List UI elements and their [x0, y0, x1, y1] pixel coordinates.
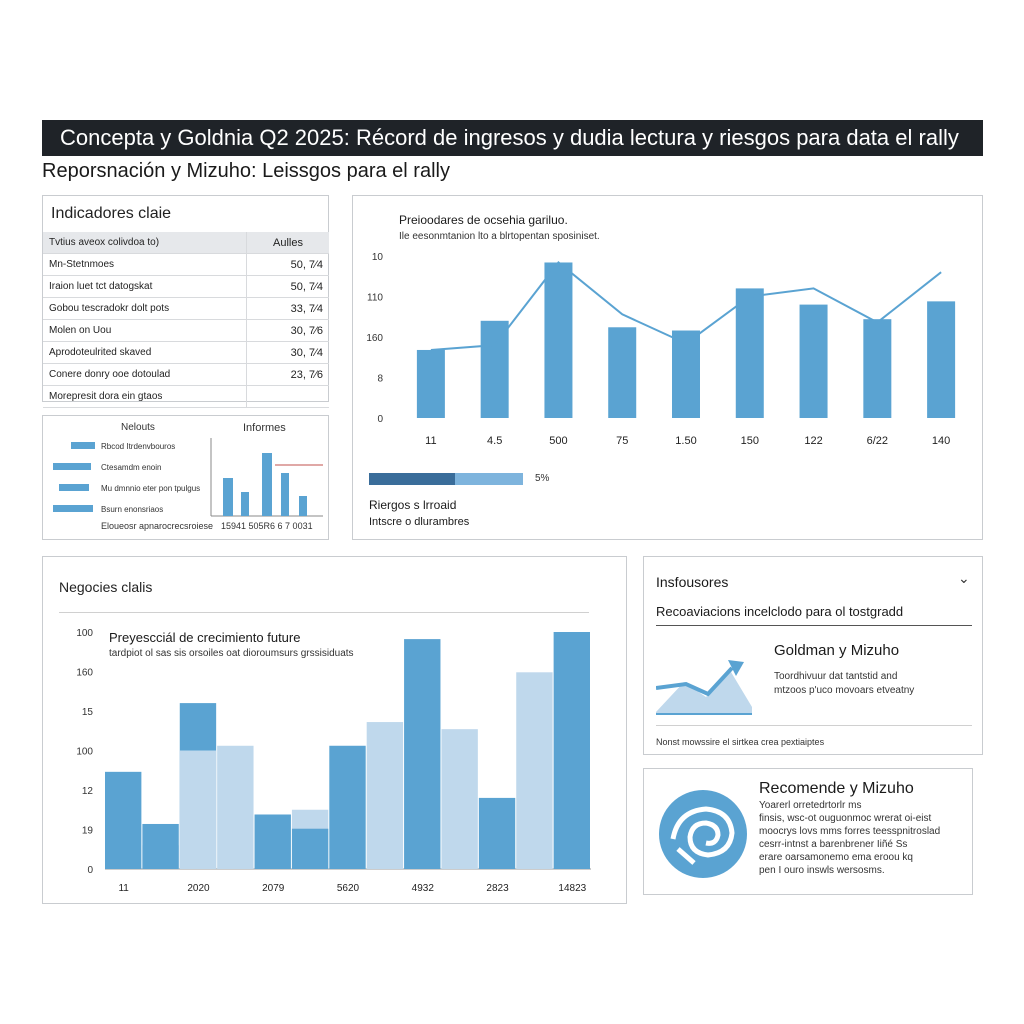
- bar: [736, 288, 764, 418]
- x-tick-label: 11: [118, 883, 129, 894]
- x-tick-label: 122: [804, 435, 823, 447]
- x-tick-label: 2823: [486, 883, 509, 894]
- mini-bar: [281, 473, 289, 516]
- kpi-label: Morepresit dora ein gtaos: [43, 386, 247, 408]
- top-chart-title: Preioodares de ocsehia gariluo.: [399, 213, 568, 227]
- x-tick-label: 75: [616, 435, 629, 447]
- bar: [142, 824, 178, 869]
- kpi-value: 30, 7⁄6: [247, 320, 330, 342]
- bar: [479, 798, 515, 869]
- kpi-label: Gobou tescradokr dolt pots: [43, 298, 247, 320]
- kpi-label: Mn-Stetnmoes: [43, 254, 247, 276]
- kpi-label: Aprodoteulrited skaved: [43, 342, 247, 364]
- recommendation-line: pen I ouro inswls wersosms.: [759, 865, 885, 876]
- x-tick-label: 5620: [336, 883, 360, 894]
- risk-note-title: Riergos s lrroaid: [369, 498, 457, 512]
- y-tick-label: 12: [81, 786, 93, 797]
- kpi-col-header: Aulles: [247, 232, 330, 254]
- bar: [404, 639, 440, 869]
- mini-footer-right: 15941 505R6 6 7 0031: [221, 521, 313, 531]
- mini-title-right: Informes: [243, 422, 286, 434]
- y-tick-label: 110: [367, 292, 383, 304]
- table-row: [43, 364, 329, 386]
- x-tick-label: 140: [931, 435, 951, 447]
- y-tick-label: 160: [366, 333, 383, 344]
- bottom-panel-title: Negocies clalis: [59, 579, 153, 595]
- y-tick-label: 160: [76, 667, 93, 679]
- bottom-chart-title: Preyescciál de crecimiento future: [109, 630, 301, 645]
- insights-card-divider: [656, 725, 972, 726]
- insights-card-title: Goldman y Mizuho: [774, 642, 900, 659]
- mini-legend-label: Bsurn enonsriaos: [101, 505, 164, 514]
- y-tick-label: 10: [371, 252, 383, 263]
- recommendation-card: [643, 768, 973, 895]
- table-row: [43, 254, 329, 276]
- mini-title-left: Nelouts: [121, 422, 155, 433]
- top-chart-panel: [352, 195, 983, 540]
- kpi-value: 23, 7⁄6: [247, 364, 330, 386]
- kpi-title: Indicadores claie: [51, 205, 172, 222]
- bar: [481, 321, 509, 418]
- mini-bar: [299, 496, 307, 516]
- mini-legend-swatch: [53, 463, 91, 470]
- kpi-panel: [42, 195, 329, 402]
- page-subtitle: Reporsnación y Mizuho: Leissgos para el rally: [42, 160, 450, 182]
- bar: [367, 722, 403, 869]
- bar: [554, 632, 590, 869]
- x-tick-label: 4932: [411, 883, 434, 894]
- bar: [329, 746, 365, 869]
- trend-chart-icon: [656, 652, 756, 718]
- insights-card-line: mtzoos p'uco movoars etveatny: [774, 685, 915, 696]
- kpi-label: Iraion luet tct datogskat: [43, 276, 247, 298]
- x-tick-label: 150: [740, 435, 759, 447]
- recommendation-line: finsis, wsc-ot ouguonmoc wrerat oi-eist: [759, 813, 932, 824]
- bottom-chart: [43, 557, 628, 902]
- kpi-col-header: Tvtius aveox colivdoa to): [43, 232, 247, 254]
- insights-title: Insfousores: [656, 574, 729, 590]
- spiral-logo-icon: [658, 789, 748, 879]
- bar: [441, 729, 477, 869]
- x-tick-label: 500: [549, 435, 568, 447]
- y-tick-label: 19: [81, 825, 93, 837]
- bar: [180, 751, 216, 870]
- bar: [292, 829, 328, 869]
- insights-footer: Nonst mowssire el sirtkea crea pextiaiptes: [656, 737, 825, 747]
- bar: [608, 327, 636, 418]
- bottom-chart-panel: [42, 556, 627, 904]
- table-row: [43, 276, 329, 298]
- bar: [105, 772, 141, 869]
- x-tick-label: 11: [425, 435, 437, 447]
- kpi-label: Conere donry ooe dotoulad: [43, 364, 247, 386]
- y-tick-label: 100: [76, 746, 93, 758]
- mini-legend-label: Rbcod Itrdenvbouros: [101, 442, 176, 451]
- kpi-value: 33, 7⁄4: [247, 298, 330, 320]
- recommendation-text: [759, 799, 940, 877]
- top-chart: [353, 196, 984, 456]
- bar: [516, 672, 552, 869]
- top-chart-subtitle: Ile eesonmtanion lto a blrtopentan sposiniset.: [399, 231, 600, 242]
- recommendation-line: moocrys lovs mms forres teesspnitroslad: [759, 826, 941, 837]
- mini-bar: [223, 478, 233, 516]
- mini-legend-label: Ctesamdm enoin: [101, 463, 162, 472]
- kpi-value: 50, 7⁄4: [247, 254, 330, 276]
- y-tick-label: 8: [377, 373, 383, 385]
- insights-panel: [643, 556, 983, 755]
- chevron-down-icon[interactable]: ⌄: [958, 570, 970, 586]
- y-tick-label: 0: [377, 414, 383, 425]
- x-tick-label: 4.5: [487, 435, 503, 447]
- mini-legend-label: Mu dmnnio eter pon tpulgus: [101, 484, 201, 493]
- recommendation-line: Yoarerl orretedrtorlr ms: [759, 800, 862, 811]
- insights-card-line: Toordhivuur dat tantstid and: [774, 671, 898, 682]
- x-tick-label: 6/22: [866, 435, 889, 447]
- mini-footer-left: Eloueosr apnarocrecsroiese: [101, 521, 214, 531]
- progress-label: 5%: [535, 473, 550, 484]
- table-row: [43, 320, 329, 342]
- bar: [863, 319, 891, 418]
- x-tick-label: 2079: [262, 883, 285, 894]
- bar: [544, 262, 572, 418]
- y-tick-label: 0: [87, 865, 93, 876]
- page-title: Concepta y Goldnia Q2 2025: Récord de ingresos y dudia lectura y riesgos para data el rally: [42, 120, 983, 156]
- progress-fill: [369, 473, 455, 485]
- bottom-chart-subtitle: tardpiot ol sas sis orsoiles oat dioroumsurs grssisiduats: [109, 648, 354, 659]
- table-row: [43, 298, 329, 320]
- recommendation-line: cesrr-intnst a barenbrener Iiñé Ss: [759, 839, 908, 850]
- kpi-value: 50, 7⁄4: [247, 276, 330, 298]
- bar: [417, 350, 445, 418]
- insights-divider: [656, 625, 972, 626]
- recommendation-title: Recomende y Mizuho: [759, 780, 914, 797]
- insights-subtitle: Recoaviacions incelclodo para ol tostgradd: [656, 604, 904, 619]
- bar: [255, 814, 291, 869]
- x-tick-label: 14823: [558, 883, 587, 894]
- table-row: [43, 342, 329, 364]
- bar: [217, 746, 253, 869]
- mini-chart-panel: [42, 415, 329, 540]
- bar: [927, 301, 955, 418]
- bar: [800, 305, 828, 418]
- mini-legend-swatch: [59, 484, 89, 491]
- mini-bar: [262, 453, 272, 516]
- kpi-value: 30, 7⁄4: [247, 342, 330, 364]
- mini-legend-swatch: [71, 442, 95, 449]
- table-row: [43, 386, 329, 408]
- risk-note-text: Intscre o dlurambres: [369, 516, 470, 528]
- kpi-label: Molen on Uou: [43, 320, 247, 342]
- mini-legend-swatch: [53, 505, 93, 512]
- y-tick-label: 100: [76, 628, 93, 639]
- x-tick-label: 1.50: [675, 435, 697, 447]
- kpi-value: [247, 386, 330, 408]
- kpi-table: [43, 232, 329, 408]
- recommendation-line: erare oarsamonemo ema eroou kq: [759, 852, 913, 863]
- mini-bar: [241, 492, 249, 516]
- progress-track: [369, 473, 523, 485]
- y-tick-label: 15: [81, 707, 93, 718]
- x-tick-label: 2020: [187, 883, 210, 894]
